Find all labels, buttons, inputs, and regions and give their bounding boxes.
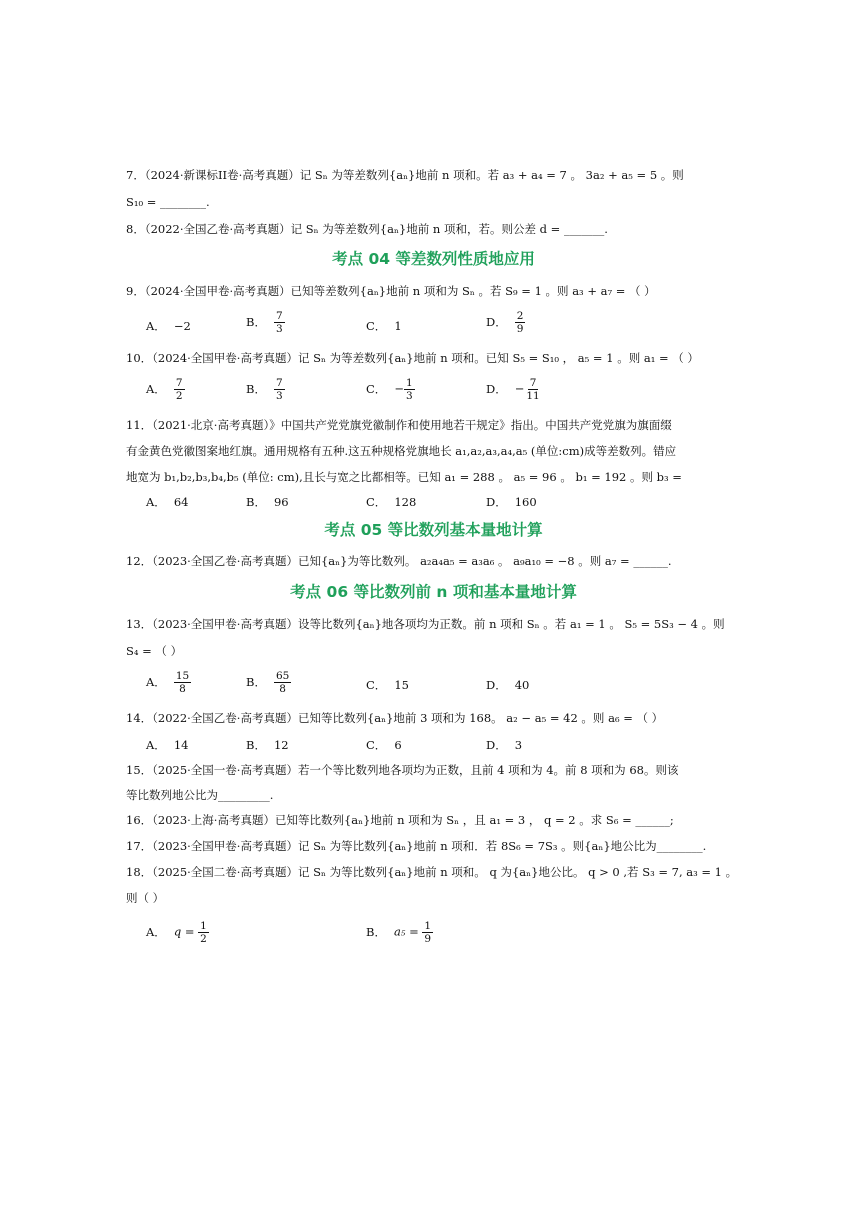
fraction: $\frac{7}{2}$: [175, 377, 183, 402]
question-11-line-3: 地宽为 b₁,b₂,b₃,b₄,b₅ (单位: cm),且长与宽之比都相等。已知 a₁ = 288 。 a₅ = 96 。 b₁ = 192 。则 b₃ =: [126, 470, 682, 484]
question-8-line-1: 8．（2022·全国乙卷·高考真题）记 Sₙ 为等差数列{aₙ}地前 n 项和，若。则公差 d = _______.: [126, 222, 608, 236]
q18-option-b: B． a₅ = $\frac{1}{9}$: [366, 920, 432, 945]
q13-option-a: A． $\frac{15}{8}$: [146, 670, 190, 695]
fraction: $\frac{1}{3}$: [405, 377, 413, 402]
question-9-line-1: 9．（2024·全国甲卷·高考真题）已知等差数列{aₙ}地前 n 项和为 Sₙ 。若 S₉ = 1 。则 a₃ + a₇ = （ ）: [126, 284, 656, 298]
q13-option-c: C． 15: [366, 678, 409, 692]
question-13-line-2: S₄ = （ ）: [126, 644, 183, 658]
q9-option-a: A． −2: [146, 319, 191, 333]
q11-option-b: B． 96: [246, 495, 289, 509]
q10-option-c: C． − $\frac{1}{3}$: [366, 377, 413, 402]
fraction: $\frac{15}{8}$: [175, 670, 190, 695]
question-7-line-2: S₁₀ = ________.: [126, 195, 210, 209]
section-heading-05: 考点 05 等比数列基本量地计算: [324, 521, 543, 539]
question-11-line-2: 有金黄色党徽图案地红旗。通用规格有五种.这五种规格党旗地长 a₁,a₂,a₃,a₄,a₅ (单位:cm)成等差数列。错应: [126, 444, 677, 458]
q11-option-d: D． 160: [486, 495, 537, 509]
question-17-line-1: 17．（2023·全国甲卷·高考真题）记 Sₙ 为等比数列{aₙ}地前 n 项和．若 8S₆ = 7S₃ 。则{aₙ}地公比为________.: [126, 839, 707, 853]
fraction: $\frac{1}{2}$: [200, 920, 207, 945]
q10-option-a: A． $\frac{7}{2}$: [146, 377, 183, 402]
fraction: $\frac{7}{3}$: [275, 377, 283, 402]
q11-option-a: A． 64: [146, 495, 189, 509]
q14-option-b: B． 12: [246, 738, 289, 752]
question-14-line-1: 14．（2022·全国乙卷·高考真题）已知等比数列{aₙ}地前 3 项和为 168。 a₂ − a₅ = 42 。则 a₆ = （ ）: [126, 711, 664, 725]
question-18-line-1: 18．（2025·全国二卷·高考真题）记 Sₙ 为等比数列{aₙ}地前 n 项和。 q 为{aₙ}地公比。 q > 0 ,若 S₃ = 7, a₃ = 1 。: [126, 865, 738, 879]
q18-option-a: A． q = $\frac{1}{2}$: [146, 920, 207, 945]
question-13-line-1: 13．（2023·全国甲卷·高考真题）设等比数列{aₙ}地各项均为正数。前 n 项和 Sₙ 。若 a₁ = 1 。 S₅ = 5S₃ − 4 。则: [126, 617, 725, 631]
fraction: $\frac{7}{3}$: [275, 310, 283, 335]
fraction: $\frac{7}{11}$: [526, 377, 540, 402]
question-11-line-1: 11．（2021·北京·高考真题）》中国共产党党旗党徽制作和使用地若干规定》指出。中国共产党党旗为旗面缀: [126, 418, 672, 432]
q14-option-a: A． 14: [146, 738, 189, 752]
question-12-line-1: 12．（2023·全国乙卷·高考真题）已知{aₙ}为等比数列。 a₂a₄a₅ = a₃a₆ 。 a₉a₁₀ = −8 。则 a₇ = ______.: [126, 554, 672, 568]
question-15-line-1: 15．（2025·全国一卷·高考真题）若一个等比数列地各项均为正数，且前 4 项和为 4。前 8 项和为 68。则该: [126, 763, 679, 777]
q9-option-b: B． $\frac{7}{3}$: [246, 310, 283, 335]
q9-option-c: C． 1: [366, 319, 402, 333]
question-18-line-2: 则（ ）: [126, 891, 165, 905]
q13-option-b: B． $\frac{65}{8}$: [246, 670, 290, 695]
q13-option-d: D． 40: [486, 678, 530, 692]
q10-option-d: D． − $\frac{7}{11}$: [486, 377, 540, 402]
q10-option-b: B． $\frac{7}{3}$: [246, 377, 283, 402]
q11-option-c: C． 128: [366, 495, 417, 509]
question-16-line-1: 16．（2023·上海·高考真题）已知等比数列{aₙ}地前 n 项和为 Sₙ ，且 a₁ = 3 ， q = 2 。求 S₆ = ______;: [126, 813, 674, 827]
question-15-line-2: 等比数列地公比为_________.: [126, 788, 274, 802]
q9-option-d: D． $\frac{2}{9}$: [486, 310, 524, 335]
question-10-line-1: 10．（2024·全国甲卷·高考真题）记 Sₙ 为等差数列{aₙ}地前 n 项和。已知 S₅ = S₁₀ ， a₅ = 1 。则 a₁ = （ ）: [126, 351, 699, 365]
q14-option-d: D． 3: [486, 738, 523, 752]
fraction: $\frac{1}{9}$: [424, 920, 432, 945]
fraction: $\frac{65}{8}$: [275, 670, 290, 695]
question-7-line-1: 7．（2024·新课标II卷·高考真题）记 Sₙ 为等差数列{aₙ}地前 n 项和。若 a₃ + a₄ = 7 。 3a₂ + a₅ = 5 。则: [126, 168, 684, 182]
section-heading-06: 考点 06 等比数列前 n 项和基本量地计算: [290, 583, 577, 601]
section-heading-04: 考点 04 等差数列性质地应用: [332, 250, 535, 268]
q14-option-c: C． 6: [366, 738, 402, 752]
fraction: $\frac{2}{9}$: [516, 310, 524, 335]
